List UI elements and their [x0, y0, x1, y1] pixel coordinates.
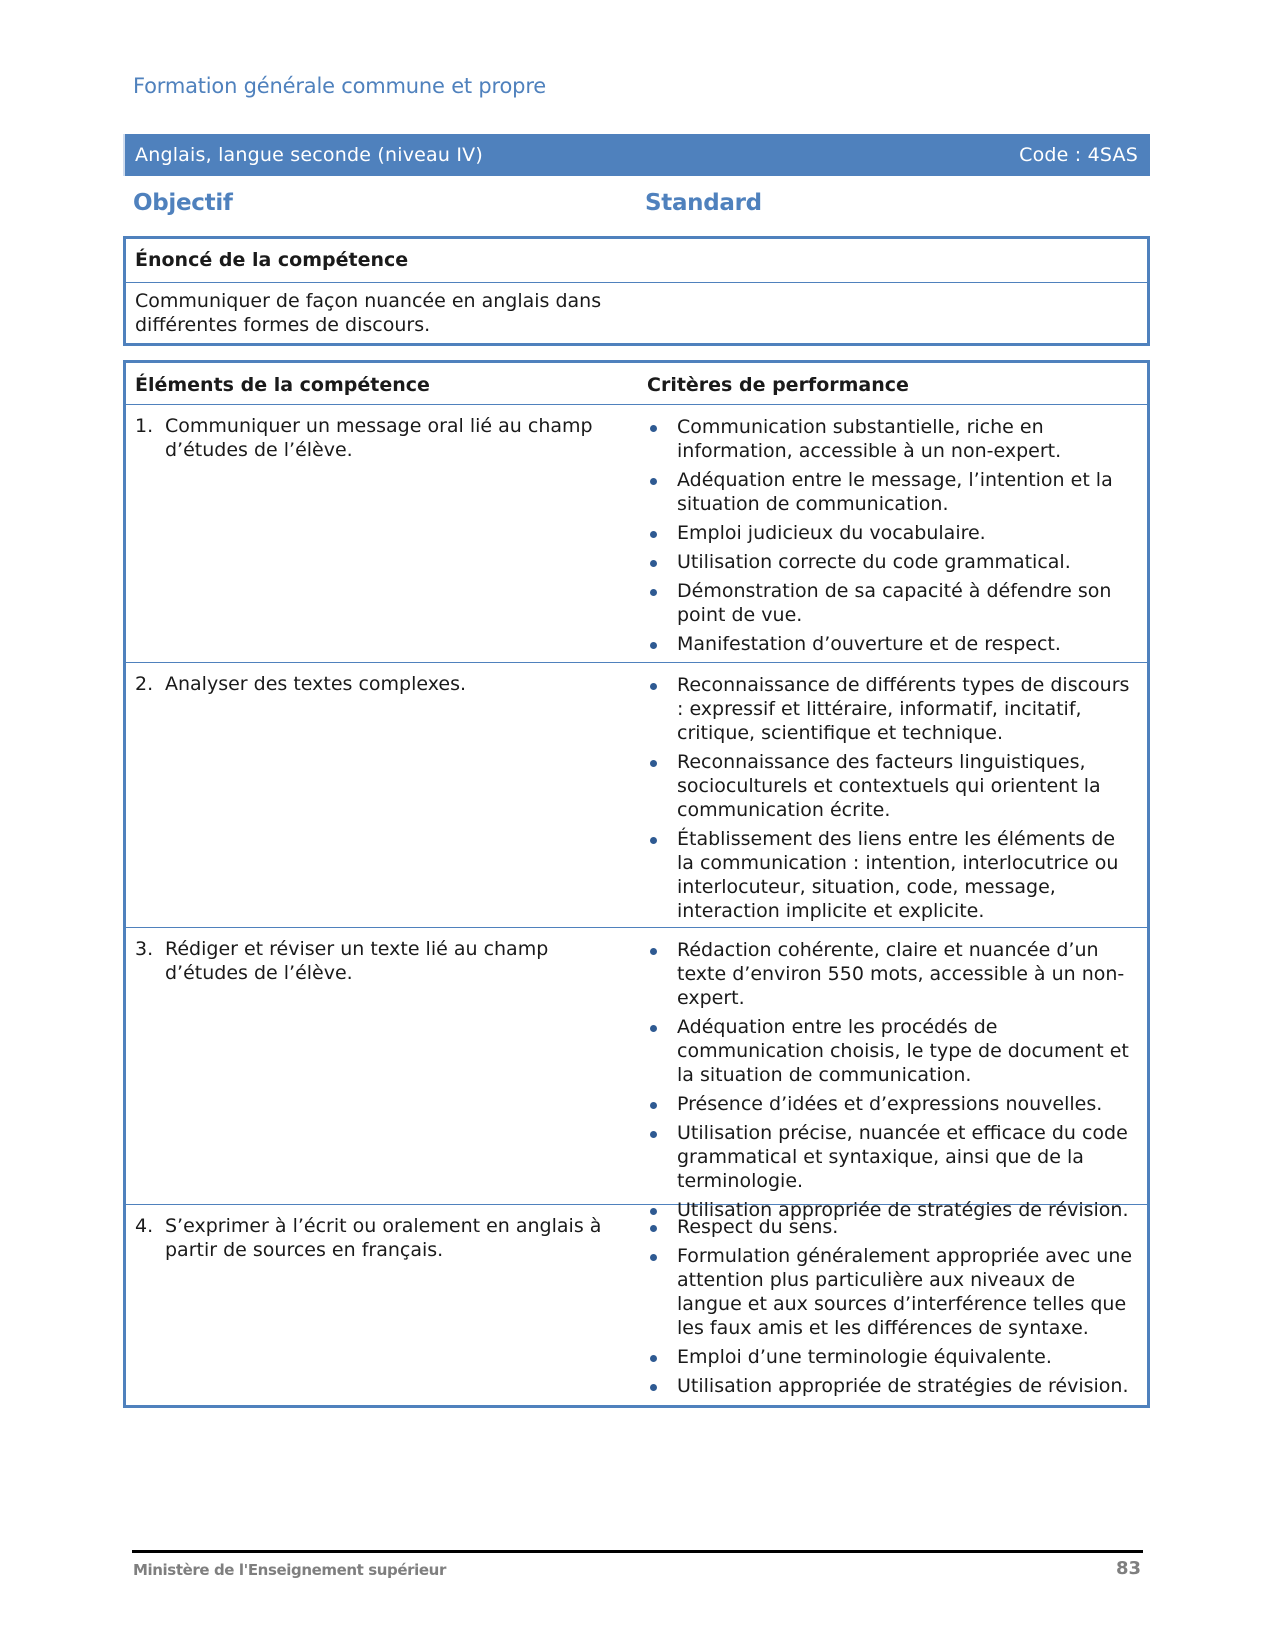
- criterion-item: [647, 415, 1137, 463]
- standard-heading: Standard: [645, 190, 762, 216]
- criteres-cell: [647, 415, 1137, 661]
- table-row: [126, 405, 1147, 663]
- criteres-cell: [647, 1215, 1137, 1403]
- table-row: [126, 663, 1147, 928]
- criterion-item: [647, 1121, 1137, 1193]
- footer-rule: [132, 1550, 1143, 1553]
- bullet-icon: [650, 589, 657, 596]
- criterion-item: [647, 1015, 1137, 1087]
- criterion-text: Démonstration de sa capacité à défendre son point de vue.: [677, 580, 1112, 626]
- criteres-cell: [647, 673, 1137, 928]
- bullet-icon: [650, 1355, 657, 1362]
- criterion-text: Rédaction cohérente, claire et nuancée d’un texte d’environ 550 mots, accessible à un non-expert.: [677, 939, 1125, 1009]
- table-row: [126, 928, 1147, 1221]
- bullet-icon: [650, 948, 657, 955]
- criterion-item: [647, 521, 1137, 545]
- criterion-text: Respect du sens.: [677, 1216, 839, 1238]
- criterion-text: Reconnaissance des facteurs linguistiques, socioculturels et contextuels qui orientent la communication écrite.: [677, 751, 1101, 821]
- criterion-item: [647, 1345, 1137, 1369]
- element-text: Rédiger et réviser un texte lié au champ d’études de l’élève.: [165, 938, 549, 984]
- criterion-item: [647, 1215, 1137, 1239]
- criterion-text: Emploi d’une terminologie équivalente.: [677, 1346, 1052, 1368]
- bullet-icon: [650, 642, 657, 649]
- criterion-item: [647, 938, 1137, 1010]
- criterion-item: [647, 579, 1137, 627]
- criterion-text: Présence d’idées et d’expressions nouvelles.: [677, 1093, 1103, 1115]
- element-number: 2.: [135, 673, 154, 695]
- criterion-text: Manifestation d’ouverture et de respect.: [677, 633, 1061, 655]
- criterion-text: Utilisation appropriée de stratégies de révision.: [677, 1375, 1129, 1397]
- criteres-cell: [647, 938, 1137, 1227]
- bullet-icon: [650, 478, 657, 485]
- element-number: 4.: [135, 1215, 154, 1237]
- criterion-text: Reconnaissance de différents types de discours : expressif et littéraire, informatif, incitatif, critique, scientifique et technique.: [677, 674, 1130, 744]
- table-header-row: [126, 363, 1147, 405]
- criterion-item: [647, 1244, 1137, 1340]
- enonce-box: [123, 236, 1150, 346]
- bullet-icon: [650, 1254, 657, 1261]
- element-cell: [135, 937, 625, 985]
- criterion-item: [647, 550, 1137, 574]
- bullet-icon: [650, 683, 657, 690]
- bullet-icon: [650, 1102, 657, 1109]
- criterion-text: Utilisation correcte du code grammatical.: [677, 551, 1071, 573]
- element-text: Analyser des textes complexes.: [165, 673, 467, 695]
- criterion-item: [647, 1092, 1137, 1116]
- course-code: Code : 4SAS: [1019, 144, 1138, 166]
- bullet-icon: [650, 1025, 657, 1032]
- enonce-text: Communiquer de façon nuancée en anglais dans différentes formes de discours.: [135, 290, 602, 336]
- criterion-text: Utilisation précise, nuancée et efficace du code grammatical et syntaxique, ainsi que de la terminologie.: [677, 1122, 1128, 1192]
- criterion-text: Formulation généralement appropriée avec une attention plus particulière aux niveaux de langue et aux sources d’interférence telles que les faux amis et les différences de syntaxe.: [677, 1245, 1133, 1339]
- bullet-icon: [650, 425, 657, 432]
- table-row: [126, 1205, 1147, 1405]
- bullet-icon: [650, 1131, 657, 1138]
- criterion-text: Établissement des liens entre les éléments de la communication : intention, interlocutrice ou interlocuteur, situation, code, message, interaction implicite et explicite.: [677, 828, 1119, 922]
- criterion-text: Emploi judicieux du vocabulaire.: [677, 522, 986, 544]
- criterion-text: Adéquation entre les procédés de communication choisis, le type de document et la situation de communication.: [677, 1016, 1129, 1086]
- bullet-icon: [650, 837, 657, 844]
- criterion-text: Utilisation appropriée de stratégies de révision.: [677, 1199, 1129, 1221]
- bullet-icon: [650, 1225, 657, 1232]
- criteres-header: Critères de performance: [647, 374, 909, 396]
- bullet-icon: [650, 760, 657, 767]
- course-header-bar: [123, 134, 1150, 176]
- element-cell: [135, 414, 625, 462]
- bullet-icon: [650, 1384, 657, 1391]
- footer-publisher: Ministère de l'Enseignement supérieur: [133, 1561, 446, 1579]
- element-number: 1.: [135, 415, 154, 437]
- page-number: 83: [1115, 1558, 1141, 1579]
- element-cell: [135, 672, 625, 696]
- criterion-text: Communication substantielle, riche en information, accessible à un non-expert.: [677, 416, 1062, 462]
- element-text: Communiquer un message oral lié au champ d’études de l’élève.: [165, 415, 593, 461]
- bullet-icon: [650, 560, 657, 567]
- criterion-item: [647, 1374, 1137, 1398]
- criterion-item: [647, 750, 1137, 822]
- column-headings: [133, 190, 1143, 224]
- criterion-item: [647, 827, 1137, 923]
- criterion-item: [647, 632, 1137, 656]
- criterion-text: Adéquation entre le message, l’intention et la situation de communication.: [677, 469, 1113, 515]
- objectif-heading: Objectif: [133, 190, 233, 216]
- element-text: S’exprimer à l’écrit ou oralement en anglais à partir de sources en français.: [165, 1215, 602, 1261]
- competence-table: [123, 360, 1150, 1408]
- enonce-heading: Énoncé de la compétence: [126, 239, 1147, 283]
- element-number: 3.: [135, 938, 154, 960]
- bullet-icon: [650, 531, 657, 538]
- elements-header: Éléments de la compétence: [135, 374, 430, 396]
- course-name: Anglais, langue seconde (niveau IV): [135, 144, 483, 166]
- criterion-item: [647, 673, 1137, 745]
- criterion-item: [647, 468, 1137, 516]
- element-cell: [135, 1214, 625, 1262]
- section-title: Formation générale commune et propre: [133, 74, 547, 98]
